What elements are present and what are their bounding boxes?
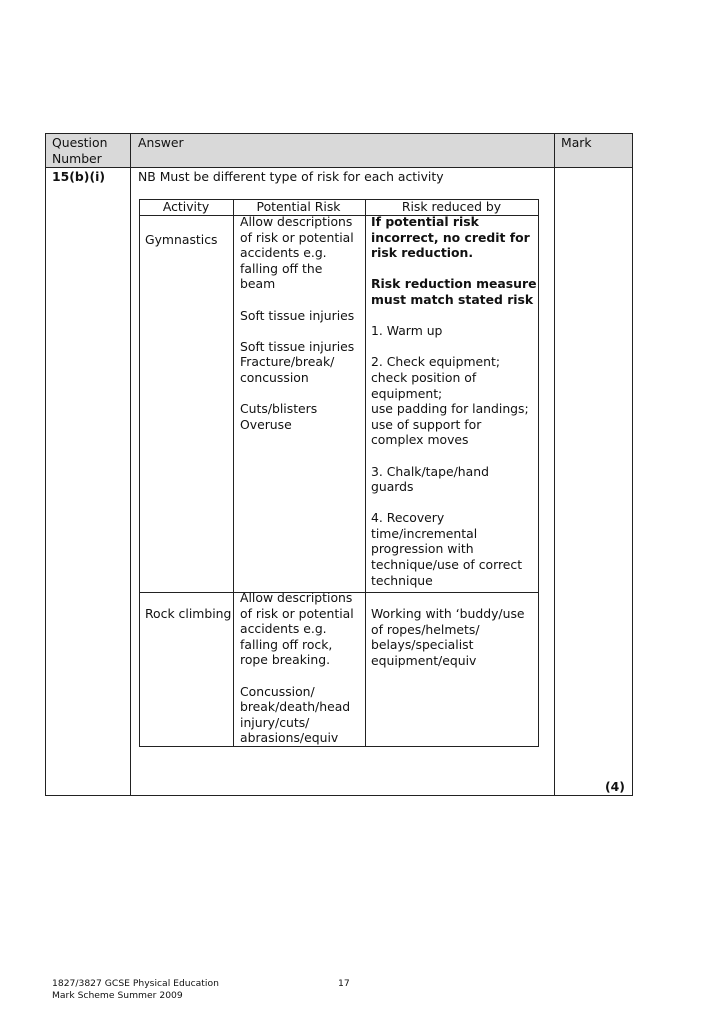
header-mark: Mark	[561, 135, 592, 150]
rock-climbing-potential-risk: Allow descriptions of risk or potential accidents e.g. falling off rock, rope breaking. Concussion/ break/death/head injury/cuts/ abrasions/equiv	[240, 590, 354, 746]
inner-column-divider	[233, 200, 234, 746]
gymnastics-potential-risk: Allow descriptions of risk or potential accidents e.g. falling off the beam Soft tissue injuries Soft tissue injuries Fracture/break/ concussion Cuts/blisters Overuse	[240, 214, 355, 432]
gymnastics-risk-reduced-by: If potential risk incorrect, no credit for risk reduction. Risk reduction measure must match stated risk 1. Warm up 2. Check equipment; check position of equipment; use padding for landings; use of support for complex moves 3. Chalk/tape/hand guards 4. Recovery time/incremental progression with technique/use of correct technique	[371, 214, 537, 588]
activity-rock-climbing: Rock climbing	[145, 606, 232, 621]
inner-column-divider	[365, 200, 366, 746]
activity-gymnastics: Gymnastics	[145, 232, 218, 247]
risk-table-header-potential-risk: Potential Risk	[256, 199, 341, 214]
table-header-row	[46, 134, 632, 168]
column-divider	[554, 134, 555, 795]
column-divider	[130, 134, 131, 795]
footer-line-2: Mark Scheme Summer 2009	[52, 990, 183, 1001]
answer-note: NB Must be different type of risk for each activity	[138, 169, 444, 184]
risk-table-header-risk-reduced-by: Risk reduced by	[401, 199, 502, 214]
header-question-number: Question Number	[52, 135, 108, 166]
risk-table-header-activity: Activity	[162, 199, 210, 214]
mark-value: (4)	[605, 779, 625, 794]
question-id: 15(b)(i)	[52, 169, 106, 184]
rock-climbing-risk-reduced-by: Working with ‘buddy/use of ropes/helmets/ belays/specialist equipment/equiv	[371, 606, 525, 668]
footer-line-1: 1827/3827 GCSE Physical Education	[52, 978, 219, 989]
header-answer: Answer	[138, 135, 184, 150]
page-number: 17	[338, 978, 350, 989]
